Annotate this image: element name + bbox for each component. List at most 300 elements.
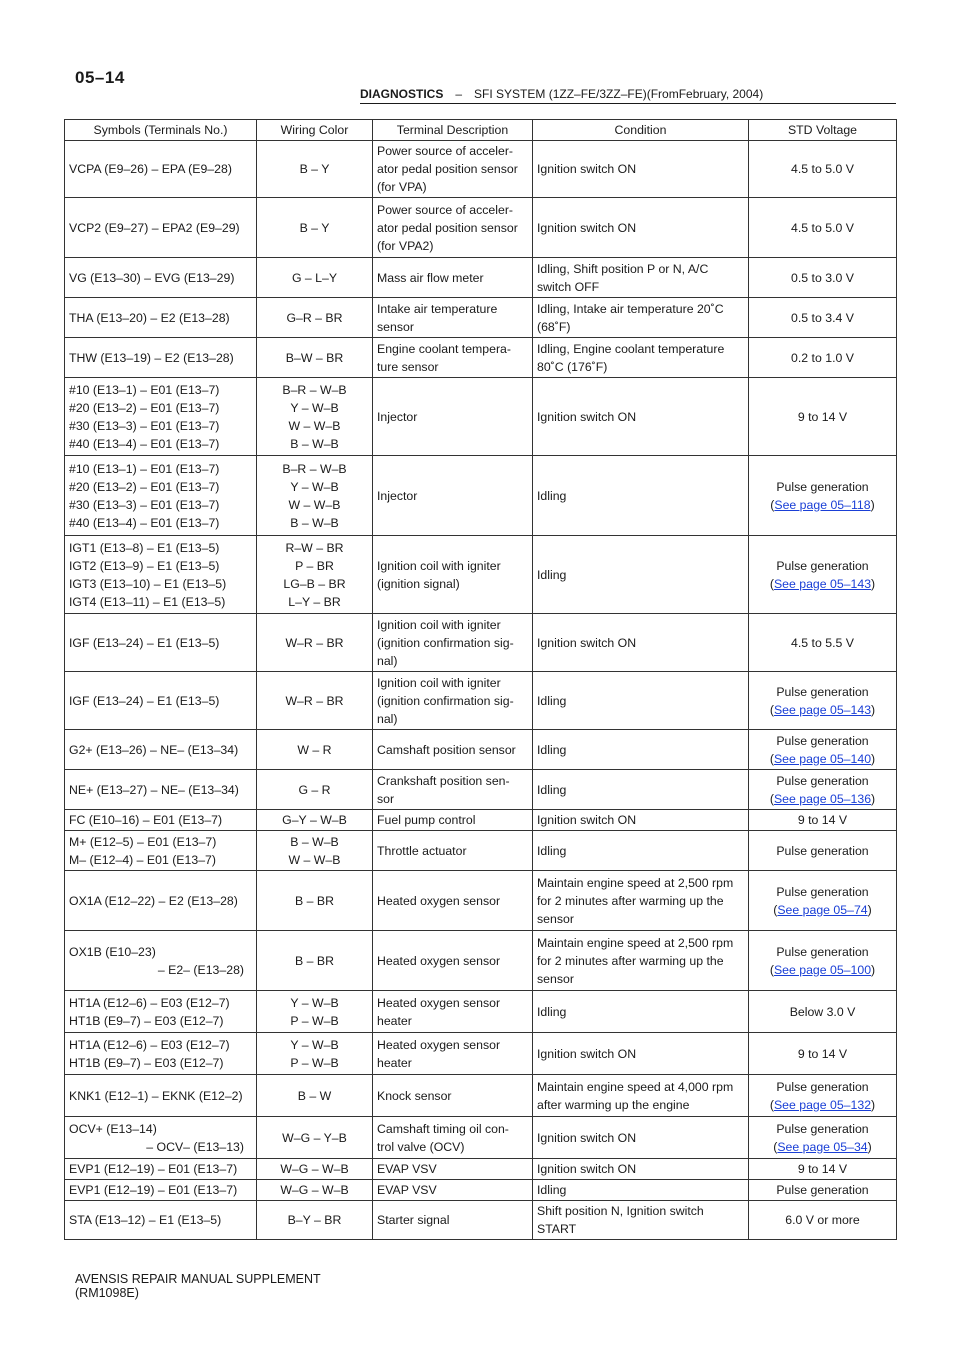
term-line: Power source of acceler- bbox=[377, 144, 514, 158]
term-line: trol valve (OCV) bbox=[377, 1139, 465, 1154]
sym-line: NE+ (E13–27) – NE– (E13–34) bbox=[69, 782, 239, 797]
std-voltage-value: Pulse generation bbox=[776, 773, 869, 788]
condition-cell bbox=[533, 1201, 749, 1240]
cond-line: Ignition switch ON bbox=[537, 1046, 637, 1061]
wiring-color-cell bbox=[257, 1201, 373, 1240]
condition-cell bbox=[533, 991, 749, 1033]
std-voltage-cell bbox=[749, 730, 897, 770]
term-line: Injector bbox=[377, 488, 418, 503]
wiring-color-cell bbox=[257, 456, 373, 536]
condition-cell bbox=[533, 931, 749, 991]
sym-line: OX1B (E10–23) bbox=[69, 944, 156, 959]
cond-line: Ignition switch ON bbox=[537, 1130, 637, 1145]
paren-close: ) bbox=[871, 751, 876, 766]
condition-cell bbox=[533, 198, 749, 258]
condition-cell bbox=[533, 298, 749, 338]
term-line: ture sensor bbox=[377, 359, 439, 374]
page-reference bbox=[753, 1138, 892, 1156]
std-voltage-cell bbox=[749, 1159, 897, 1180]
page-reference bbox=[753, 496, 892, 514]
term-line: Heated oxygen sensor bbox=[377, 953, 501, 968]
wire-line: L–Y – BR bbox=[288, 594, 341, 609]
running-header bbox=[360, 87, 763, 101]
wire-line: B – BR bbox=[295, 893, 334, 908]
paren-open: ( bbox=[769, 1097, 774, 1112]
sym-line: EVP1 (E12–19) – E01 (E13–7) bbox=[69, 1162, 238, 1176]
terminal-description-cell bbox=[373, 730, 533, 770]
std-voltage-value: 4.5 to 5.0 V bbox=[791, 220, 854, 235]
term-line: Ignition coil with igniter bbox=[377, 675, 501, 690]
terminal-description-cell bbox=[373, 770, 533, 810]
wire-line: P – W–B bbox=[290, 1055, 339, 1070]
cond-line: sensor bbox=[537, 971, 574, 986]
cond-line: Idling, Engine coolant temperature bbox=[537, 341, 725, 356]
condition-cell bbox=[533, 810, 749, 831]
cond-line: Idling bbox=[537, 1183, 567, 1197]
symbol-cell bbox=[65, 198, 257, 258]
wire-line: LG–B – BR bbox=[283, 576, 346, 591]
terminal-description-cell bbox=[373, 536, 533, 614]
term-line: ator pedal position sensor bbox=[377, 162, 518, 176]
sym-line: #40 (E13–4) – E01 (E13–7) bbox=[69, 515, 220, 530]
see-page-link[interactable]: See page 05–132 bbox=[773, 1097, 872, 1112]
sym-line: THW (E13–19) – E2 (E13–28) bbox=[69, 350, 234, 365]
sym-line: #30 (E13–3) – E01 (E13–7) bbox=[69, 497, 220, 512]
terminal-description-cell bbox=[373, 1033, 533, 1075]
cond-line: Idling bbox=[537, 567, 567, 582]
wire-line: B–R – W–B bbox=[282, 461, 347, 476]
cond-line: Idling, Shift position P or N, A/C bbox=[537, 261, 709, 276]
terminal-description-cell bbox=[373, 810, 533, 831]
table-row bbox=[65, 614, 897, 672]
wire-line: B–Y – BR bbox=[287, 1213, 342, 1227]
wire-line: W–G – W–B bbox=[280, 1183, 349, 1197]
sym-line: G2+ (E13–26) – NE– (E13–34) bbox=[69, 742, 239, 757]
term-line: EVAP VSV bbox=[377, 1183, 437, 1197]
see-page-link[interactable]: See page 05–118 bbox=[774, 497, 871, 512]
condition-cell bbox=[533, 1180, 749, 1201]
wiring-color-cell bbox=[257, 810, 373, 831]
cond-line: for 2 minutes after warming up the bbox=[537, 893, 724, 908]
wire-line: W–G – Y–B bbox=[282, 1130, 347, 1145]
sym-line: IGF (E13–24) – E1 (E13–5) bbox=[69, 635, 220, 650]
wiring-color-cell bbox=[257, 991, 373, 1033]
std-voltage-value: Pulse generation bbox=[776, 733, 869, 748]
cond-line: Idling bbox=[537, 782, 567, 797]
sym-line: M+ (E12–5) – E01 (E13–7) bbox=[69, 834, 217, 849]
term-line: Camshaft timing oil con- bbox=[377, 1121, 509, 1136]
sym-line: HT1B (E9–7) – E03 (E12–7) bbox=[69, 1013, 224, 1028]
wiring-color-cell bbox=[257, 338, 373, 378]
std-voltage-cell bbox=[749, 991, 897, 1033]
sym-line: OCV+ (E13–14) bbox=[69, 1121, 157, 1136]
term-line: Starter signal bbox=[377, 1213, 450, 1227]
table-row bbox=[65, 871, 897, 931]
term-line: Intake air temperature bbox=[377, 301, 498, 316]
condition-cell bbox=[533, 258, 749, 298]
header-rule bbox=[360, 103, 896, 104]
wiring-color-cell bbox=[257, 730, 373, 770]
sym-line: IGT1 (E13–8) – E1 (E13–5) bbox=[69, 540, 220, 555]
term-line: heater bbox=[377, 1013, 412, 1028]
condition-cell bbox=[533, 672, 749, 730]
see-page-link[interactable]: See page 05–140 bbox=[773, 751, 872, 766]
sym-line: IGT4 (E13–11) – E1 (E13–5) bbox=[69, 594, 226, 609]
cond-line: Idling bbox=[537, 693, 567, 708]
table-row bbox=[65, 536, 897, 614]
sym-line: OX1A (E12–22) – E2 (E13–28) bbox=[69, 893, 238, 908]
term-line: sor bbox=[377, 791, 395, 806]
term-line: (ignition confirmation sig- bbox=[377, 693, 514, 708]
cond-line: Ignition switch ON bbox=[537, 635, 637, 650]
std-voltage-cell bbox=[749, 810, 897, 831]
wire-line: W – W–B bbox=[288, 418, 341, 433]
sym-line: HT1A (E12–6) – E03 (E12–7) bbox=[69, 995, 230, 1010]
condition-cell bbox=[533, 730, 749, 770]
std-voltage-value: 0.2 to 1.0 V bbox=[791, 350, 854, 365]
std-voltage-value: Below 3.0 V bbox=[789, 1004, 856, 1019]
condition-cell bbox=[533, 871, 749, 931]
wire-line: W – R bbox=[297, 742, 332, 757]
table-row bbox=[65, 931, 897, 991]
column-header: Condition bbox=[533, 120, 749, 141]
std-voltage-cell bbox=[749, 536, 897, 614]
wiring-color-cell bbox=[257, 298, 373, 338]
sym-line: IGT3 (E13–10) – E1 (E13–5) bbox=[69, 576, 227, 591]
see-page-link[interactable]: See page 05–34 bbox=[777, 1139, 868, 1154]
term-line: heater bbox=[377, 1055, 412, 1070]
wiring-color-cell bbox=[257, 871, 373, 931]
sym-line: VCP2 (E9–27) – EPA2 (E9–29) bbox=[69, 220, 240, 235]
condition-cell bbox=[533, 1159, 749, 1180]
section-title: DIAGNOSTICS bbox=[360, 87, 444, 101]
std-voltage-value: 9 to 14 V bbox=[797, 1162, 848, 1176]
terminal-description-cell bbox=[373, 991, 533, 1033]
symbol-cell bbox=[65, 258, 257, 298]
sym-line: EVP1 (E12–19) – E01 (E13–7) bbox=[69, 1183, 238, 1197]
paren-open: ( bbox=[769, 791, 774, 806]
sym-line: #30 (E13–3) – E01 (E13–7) bbox=[69, 418, 220, 433]
table-row bbox=[65, 1159, 897, 1180]
condition-cell bbox=[533, 831, 749, 871]
std-voltage-value: Pulse generation bbox=[776, 479, 869, 494]
table-row bbox=[65, 1201, 897, 1240]
std-voltage-value: Pulse generation bbox=[776, 843, 869, 858]
wire-line: Y – W–B bbox=[290, 995, 339, 1010]
term-line: (for VPA) bbox=[377, 180, 427, 194]
terminal-description-cell bbox=[373, 338, 533, 378]
wiring-color-cell bbox=[257, 258, 373, 298]
std-voltage-value: Pulse generation bbox=[776, 558, 869, 573]
sym-line: STA (E13–12) – E1 (E13–5) bbox=[69, 1213, 222, 1227]
table-row bbox=[65, 831, 897, 871]
std-voltage-cell bbox=[749, 1033, 897, 1075]
see-page-link[interactable]: See page 05–74 bbox=[777, 902, 868, 917]
symbol-cell bbox=[65, 1180, 257, 1201]
wiring-color-cell bbox=[257, 614, 373, 672]
wire-line: Y – W–B bbox=[290, 400, 339, 415]
wire-line: P – BR bbox=[295, 558, 334, 573]
cond-line: Idling bbox=[537, 1004, 567, 1019]
cond-line: Maintain engine speed at 4,000 rpm bbox=[537, 1079, 734, 1094]
wire-line: W–R – BR bbox=[285, 693, 344, 708]
std-voltage-cell bbox=[749, 931, 897, 991]
table-row bbox=[65, 730, 897, 770]
condition-cell bbox=[533, 378, 749, 456]
symbol-cell bbox=[65, 141, 257, 198]
terminal-description-cell bbox=[373, 258, 533, 298]
terminal-description-cell bbox=[373, 378, 533, 456]
term-line: Throttle actuator bbox=[377, 843, 467, 858]
column-header: Terminal Description bbox=[373, 120, 533, 141]
page-reference bbox=[753, 901, 892, 919]
sym-line: IGF (E13–24) – E1 (E13–5) bbox=[69, 693, 220, 708]
condition-cell bbox=[533, 1033, 749, 1075]
sym-continuation: – E2– (E13–28) bbox=[157, 962, 244, 977]
wire-line: B – W–B bbox=[290, 834, 339, 849]
table-row bbox=[65, 456, 897, 536]
symbol-cell bbox=[65, 1117, 257, 1159]
column-header: STD Voltage bbox=[749, 120, 897, 141]
page-reference bbox=[753, 790, 892, 808]
paren-open: ( bbox=[769, 962, 774, 977]
sym-line: #20 (E13–2) – E01 (E13–7) bbox=[69, 479, 220, 494]
std-voltage-cell bbox=[749, 672, 897, 730]
see-page-link[interactable]: See page 05–143 bbox=[773, 576, 872, 591]
condition-cell bbox=[533, 1117, 749, 1159]
wire-line: Y – W–B bbox=[290, 479, 339, 494]
sym-line: VG (E13–30) – EVG (E13–29) bbox=[69, 270, 235, 285]
table-row bbox=[65, 198, 897, 258]
table-row bbox=[65, 991, 897, 1033]
column-header: Symbols (Terminals No.) bbox=[65, 120, 257, 141]
term-line: Heated oxygen sensor bbox=[377, 995, 501, 1010]
wiring-color-cell bbox=[257, 378, 373, 456]
std-voltage-cell bbox=[749, 378, 897, 456]
section-subtitle: SFI SYSTEM (1ZZ–FE/3ZZ–FE)(FromFebruary, 2004) bbox=[474, 87, 764, 101]
wire-line: G–R – BR bbox=[286, 310, 343, 325]
terminal-description-cell bbox=[373, 298, 533, 338]
sym-continuation: – OCV– (E13–13) bbox=[146, 1139, 244, 1154]
std-voltage-cell bbox=[749, 770, 897, 810]
term-line: Fuel pump control bbox=[377, 813, 476, 827]
wiring-color-cell bbox=[257, 1117, 373, 1159]
cond-line: Ignition switch ON bbox=[537, 409, 637, 424]
std-voltage-value: 9 to 14 V bbox=[797, 1046, 848, 1061]
see-page-link[interactable]: See page 05–136 bbox=[773, 791, 872, 806]
wiring-color-cell bbox=[257, 831, 373, 871]
page-number: 05–14 bbox=[75, 68, 125, 87]
symbol-cell bbox=[65, 871, 257, 931]
page-reference bbox=[753, 1096, 892, 1114]
wire-line: W – W–B bbox=[288, 852, 341, 867]
table-row bbox=[65, 770, 897, 810]
wire-line: G – R bbox=[298, 782, 331, 797]
header-separator: – bbox=[455, 87, 463, 101]
terminal-description-cell bbox=[373, 614, 533, 672]
wire-line: G – L–Y bbox=[291, 270, 338, 285]
sym-line: #10 (E13–1) – E01 (E13–7) bbox=[69, 461, 220, 476]
std-voltage-value: Pulse generation bbox=[776, 1183, 869, 1197]
page-reference bbox=[753, 575, 892, 593]
term-line: (for VPA2) bbox=[377, 238, 434, 253]
std-voltage-value: Pulse generation bbox=[776, 1121, 869, 1136]
symbol-cell bbox=[65, 770, 257, 810]
term-line: Ignition coil with igniter bbox=[377, 558, 501, 573]
see-page-link[interactable]: See page 05–100 bbox=[773, 962, 872, 977]
cond-line: Shift position N, Ignition switch bbox=[537, 1204, 704, 1218]
terminal-description-cell bbox=[373, 141, 533, 198]
std-voltage-value: Pulse generation bbox=[776, 944, 869, 959]
paren-open: ( bbox=[769, 576, 774, 591]
terminal-description-cell bbox=[373, 931, 533, 991]
wire-line: W – W–B bbox=[288, 497, 341, 512]
cond-line: Idling bbox=[537, 488, 567, 503]
std-voltage-value: Pulse generation bbox=[776, 884, 869, 899]
symbol-cell bbox=[65, 1075, 257, 1117]
std-voltage-value: 0.5 to 3.0 V bbox=[791, 270, 854, 285]
paren-open: ( bbox=[773, 1139, 778, 1154]
table-row bbox=[65, 141, 897, 198]
table-row bbox=[65, 672, 897, 730]
terminal-description-cell bbox=[373, 1180, 533, 1201]
paren-close: ) bbox=[871, 702, 876, 717]
wire-line: W–R – BR bbox=[285, 635, 344, 650]
term-line: Heated oxygen sensor bbox=[377, 893, 501, 908]
term-line: ator pedal position sensor bbox=[377, 220, 518, 235]
cond-line: switch OFF bbox=[537, 279, 600, 294]
paren-close: ) bbox=[867, 1139, 872, 1154]
table-row bbox=[65, 1033, 897, 1075]
cond-line: Ignition switch ON bbox=[537, 813, 637, 827]
page-reference bbox=[753, 701, 892, 719]
std-voltage-value: 9 to 14 V bbox=[797, 409, 848, 424]
symbol-cell bbox=[65, 831, 257, 871]
cond-line: Maintain engine speed at 2,500 rpm bbox=[537, 875, 734, 890]
std-voltage-cell bbox=[749, 1180, 897, 1201]
condition-cell bbox=[533, 338, 749, 378]
cond-line: Ignition switch ON bbox=[537, 1162, 637, 1176]
cond-line: START bbox=[537, 1222, 577, 1236]
wiring-color-cell bbox=[257, 141, 373, 198]
table-row bbox=[65, 1180, 897, 1201]
page-reference bbox=[753, 961, 892, 979]
cond-line: Idling bbox=[537, 742, 567, 757]
paren-open: ( bbox=[769, 702, 774, 717]
symbol-cell bbox=[65, 730, 257, 770]
term-line: nal) bbox=[377, 711, 398, 726]
symbol-cell bbox=[65, 614, 257, 672]
footer bbox=[75, 1272, 321, 1300]
term-line: nal) bbox=[377, 653, 398, 668]
wiring-color-cell bbox=[257, 1033, 373, 1075]
std-voltage-cell bbox=[749, 338, 897, 378]
symbol-cell bbox=[65, 1159, 257, 1180]
sym-line: VCPA (E9–26) – EPA (E9–28) bbox=[69, 162, 232, 176]
page-reference bbox=[753, 750, 892, 768]
symbol-cell bbox=[65, 298, 257, 338]
sym-line: #40 (E13–4) – E01 (E13–7) bbox=[69, 436, 220, 451]
condition-cell bbox=[533, 770, 749, 810]
terminal-description-cell bbox=[373, 871, 533, 931]
std-voltage-cell bbox=[749, 614, 897, 672]
cond-line: Idling bbox=[537, 843, 567, 858]
manual-title: AVENSIS REPAIR MANUAL SUPPLEMENT bbox=[75, 1272, 321, 1286]
std-voltage-cell bbox=[749, 871, 897, 931]
wiring-color-cell bbox=[257, 536, 373, 614]
std-voltage-cell bbox=[749, 258, 897, 298]
symbol-cell bbox=[65, 338, 257, 378]
paren-close: ) bbox=[870, 497, 875, 512]
term-line: (ignition signal) bbox=[377, 576, 460, 591]
term-line: EVAP VSV bbox=[377, 1162, 437, 1176]
std-voltage-value: Pulse generation bbox=[776, 1079, 869, 1094]
wire-line: Y – W–B bbox=[290, 1037, 339, 1052]
column-header: Wiring Color bbox=[257, 120, 373, 141]
paren-open: ( bbox=[770, 497, 775, 512]
std-voltage-value: 6.0 V or more bbox=[785, 1213, 860, 1227]
std-voltage-cell bbox=[749, 456, 897, 536]
symbol-cell bbox=[65, 536, 257, 614]
cond-line: Idling, Intake air temperature 20˚C bbox=[537, 301, 724, 316]
symbol-cell bbox=[65, 1033, 257, 1075]
std-voltage-value: 0.5 to 3.4 V bbox=[791, 310, 854, 325]
cond-line: Ignition switch ON bbox=[537, 220, 637, 235]
std-voltage-value: 9 to 14 V bbox=[797, 813, 848, 827]
paren-close: ) bbox=[871, 576, 876, 591]
cond-line: Maintain engine speed at 2,500 rpm bbox=[537, 935, 734, 950]
cond-line: (68˚F) bbox=[537, 319, 571, 334]
paren-close: ) bbox=[871, 791, 876, 806]
wire-line: B – W bbox=[297, 1088, 332, 1103]
table-row bbox=[65, 258, 897, 298]
sym-line: HT1B (E9–7) – E03 (E12–7) bbox=[69, 1055, 224, 1070]
table-body bbox=[65, 141, 897, 1240]
wire-line: W–G – W–B bbox=[280, 1162, 349, 1176]
table-row bbox=[65, 378, 897, 456]
wire-line: B – BR bbox=[295, 953, 334, 968]
symbol-cell bbox=[65, 810, 257, 831]
sym-line: KNK1 (E12–1) – EKNK (E12–2) bbox=[69, 1088, 243, 1103]
cond-line: after warming up the engine bbox=[537, 1097, 690, 1112]
condition-cell bbox=[533, 536, 749, 614]
term-line: Heated oxygen sensor bbox=[377, 1037, 501, 1052]
wire-line: B – Y bbox=[299, 162, 330, 176]
sym-line: FC (E10–16) – E01 (E13–7) bbox=[69, 813, 223, 827]
wire-line: B–W – BR bbox=[285, 350, 344, 365]
std-voltage-cell bbox=[749, 1201, 897, 1240]
sym-line: #20 (E13–2) – E01 (E13–7) bbox=[69, 400, 220, 415]
terminal-description-cell bbox=[373, 1075, 533, 1117]
condition-cell bbox=[533, 614, 749, 672]
wire-line: B – W–B bbox=[290, 515, 339, 530]
std-voltage-cell bbox=[749, 141, 897, 198]
std-voltage-value: 4.5 to 5.5 V bbox=[791, 635, 854, 650]
term-line: (ignition confirmation sig- bbox=[377, 635, 514, 650]
paren-close: ) bbox=[871, 962, 876, 977]
term-line: Knock sensor bbox=[377, 1088, 452, 1103]
manual-code: (RM1098E) bbox=[75, 1286, 139, 1300]
sym-line: #10 (E13–1) – E01 (E13–7) bbox=[69, 382, 220, 397]
wiring-color-cell bbox=[257, 672, 373, 730]
term-line: Injector bbox=[377, 409, 418, 424]
wire-line: R–W – BR bbox=[285, 540, 344, 555]
terminal-description-cell bbox=[373, 198, 533, 258]
table-row bbox=[65, 1117, 897, 1159]
see-page-link[interactable]: See page 05–143 bbox=[773, 702, 872, 717]
term-line: Power source of acceler- bbox=[377, 202, 514, 217]
term-line: Mass air flow meter bbox=[377, 270, 484, 285]
